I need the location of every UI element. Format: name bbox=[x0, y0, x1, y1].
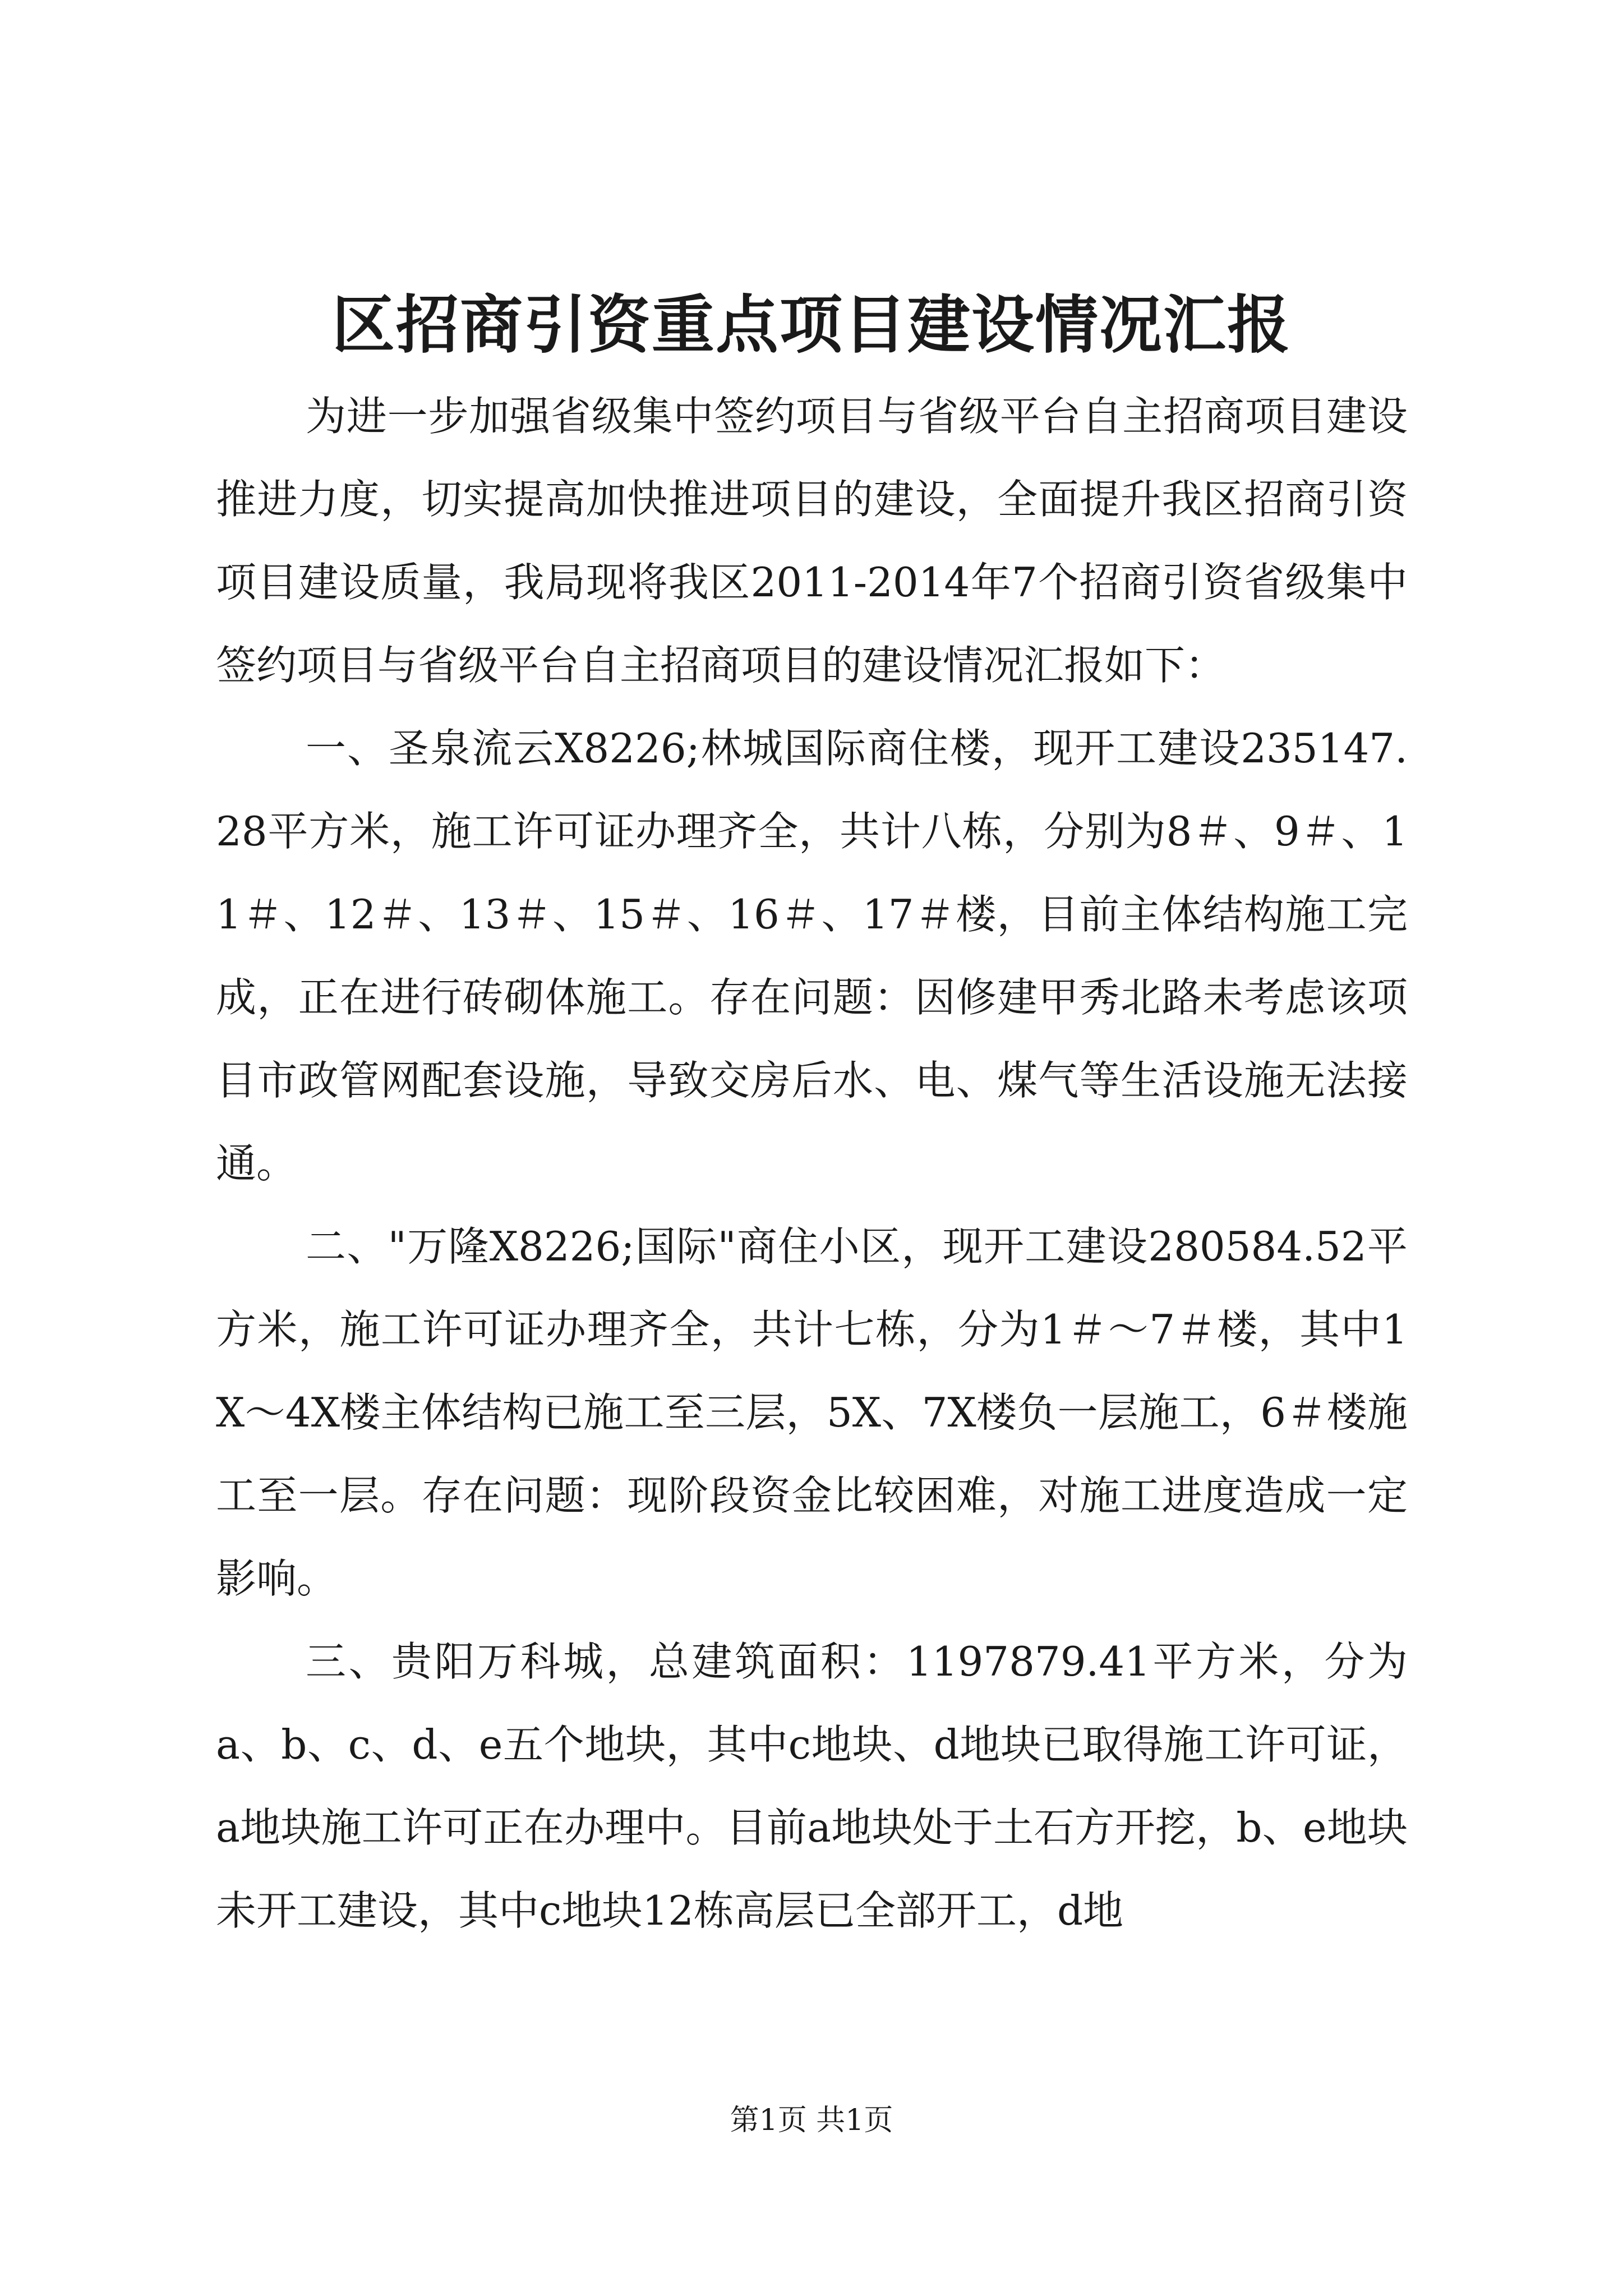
page-footer: 第1页 共1页 bbox=[730, 2104, 893, 2137]
paragraph-item-2: 二、"万隆X8226;国际"商住小区，现开工建设280584.52平方米，施工许可证办理齐全，共计七栋，分为1＃～7＃楼，其中1X～4X楼主体结构已施工至三层，5X、7X楼负一层施工，6＃楼施工至一层。存在问题：现阶段资金比较困难，对施工进度造成一定影响。 bbox=[216, 1223, 1408, 1602]
paragraph-item-1: 一、圣泉流云X8226;林城国际商住楼，现开工建设235147.28平方米，施工许可证办理齐全，共计八栋，分别为8＃、9＃、11＃、12＃、13＃、15＃、16＃、17＃楼，目前主体结构施工完成，正在进行砖砌体施工。存在问题：因修建甲秀北路未考虑该项目市政管网配套设施，导致交房后水、电、煤气等生活设施无法接通。 bbox=[216, 725, 1408, 1187]
paragraph-item-3: 三、贵阳万科城，总建筑面积：1197879.41平方米，分为a、b、c、d、e五个地块，其中c地块、d地块已取得施工许可证，a地块施工许可正在办理中。目前a地块处于土石方开挖，b、e地块未开工建设，其中c地块12栋高层已全部开工，d地 bbox=[216, 1638, 1408, 1934]
document-body bbox=[216, 375, 1408, 1952]
document-title: 区招商引资重点项目建设情况汇报 bbox=[332, 288, 1291, 362]
paragraph-intro: 为进一步加强省级集中签约项目与省级平台自主招商项目建设推进力度，切实提高加快推进项目的建设，全面提升我区招商引资项目建设质量，我局现将我区2011-2014年7个招商引资省级集中签约项目与省级平台自主招商项目的建设情况汇报如下： bbox=[216, 393, 1408, 689]
